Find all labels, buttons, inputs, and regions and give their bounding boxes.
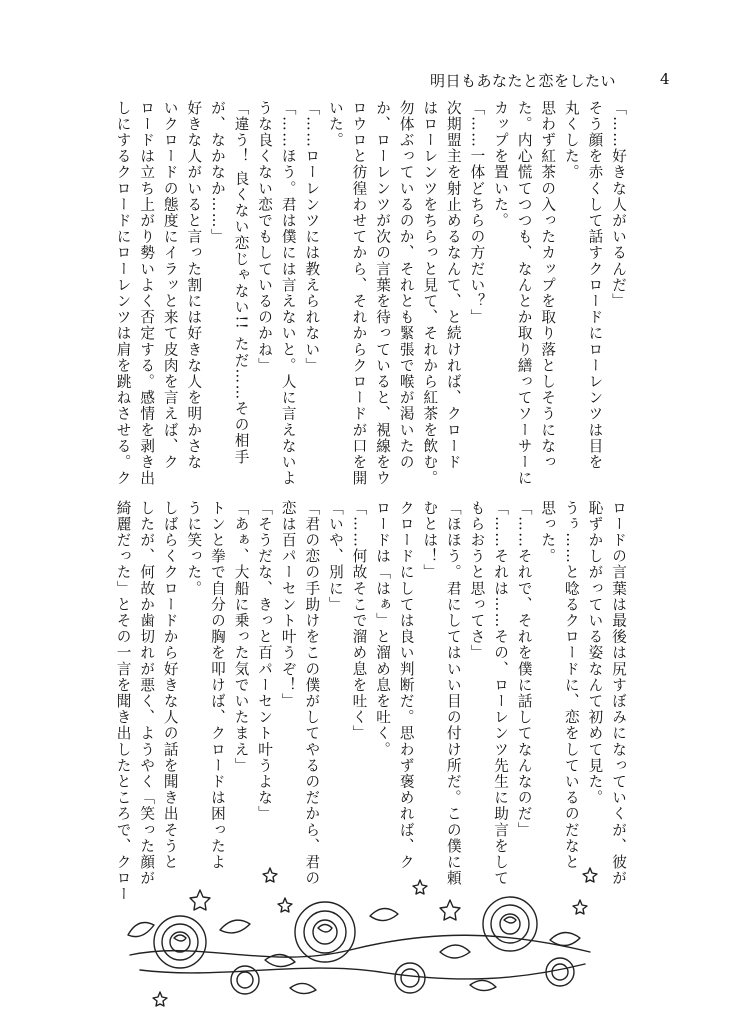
text-line: 「あぁ、大船に乗った気でいたまえ」	[232, 500, 250, 774]
star-icons	[153, 868, 597, 1006]
text-line: クロードにしては良い判断だ。思わず褒めれば、ク	[397, 500, 415, 871]
text-line: はローレンツをちらっと見て、それから紅茶を飲む。	[421, 100, 439, 487]
text-line: 「君の恋の手助けをこの僕がしてやるのだから、君の	[303, 500, 321, 887]
text-line: トンと拳で自分の胸を叩けば、クロードは困ったよ	[208, 500, 226, 871]
text-line: 次期盟主を射止めるなんて、と続ければ、クロード	[444, 100, 462, 471]
text-line: うぅ……と唸るクロードに、恋をしているのだなと	[562, 500, 580, 871]
text-line: ロウロと彷徨わせてから、それからクロードが口を開	[350, 100, 368, 487]
text-line: むとは！」	[421, 500, 439, 581]
rose-garland-illustration	[120, 860, 600, 1010]
text-line: 「……ローレンツには教えられない」	[303, 100, 321, 374]
text-line: 好きな人がいると言った割には好きな人を明かさな	[185, 100, 203, 471]
text-line: 「……何故そこで溜め息を吐く」	[350, 500, 368, 742]
text-block-top	[114, 100, 630, 487]
page-number: 4	[660, 70, 670, 88]
text-line: 「……好きな人がいるんだ」	[610, 100, 627, 310]
text-line: た。内心慌てつつも、なんとか取り繕ってソーサーに	[515, 100, 533, 487]
text-line: 「……ほう。君は僕には言えないと。人に言えないよ	[279, 100, 297, 487]
text-line: うに笑った。	[185, 500, 203, 597]
text-block-bottom	[114, 500, 630, 903]
vine-stem	[130, 935, 590, 957]
text-line: 「ほほう。君にしてはいい目の付け所だ。この僕に頼	[444, 500, 462, 887]
text-line: 恥ずかしがっている姿なんて初めて見た。	[586, 500, 604, 806]
text-line: 勿体ぶっているのか、それとも緊張で喉が渇いたの	[397, 100, 415, 471]
text-line: うな良くない恋でもしているのかね」	[256, 100, 274, 374]
text-line: いクロードの態度にイラッと来て皮肉を言えば、ク	[161, 100, 179, 471]
text-line: 「……それは……その、ローレンツ先生に助言をして	[492, 500, 510, 887]
text-line: 「いや、別に」	[326, 500, 344, 613]
text-line: カップを置いた。	[492, 100, 510, 229]
text-line: が、なかなか……」	[208, 100, 226, 245]
text-line: 「そうだな、きっと百パーセント叶うよな」	[256, 500, 274, 822]
text-line: そう顔を赤くして話すクロードにローレンツは目を	[586, 100, 604, 471]
text-line: ロードの言葉は最後は尻すぼみになっていくが、彼が	[610, 500, 627, 887]
text-line: 「……それで、それを僕に話してなんなのだ」	[515, 500, 533, 839]
text-line: 思った。	[539, 500, 557, 565]
book-title: 明日もあなたと恋をしたい	[430, 72, 617, 90]
text-line: いた。	[326, 100, 344, 149]
text-line: ロードは立ち上がり勢いよく否定する。感情を剥き出	[138, 100, 156, 487]
text-line: 丸くした。	[562, 100, 580, 181]
text-line: 「……一体どちらの方だい？」	[468, 100, 486, 326]
running-header	[420, 70, 695, 90]
rose-center	[295, 902, 355, 962]
rose-right	[483, 897, 537, 951]
text-line: 思わず紅茶の入ったカップを取り落としそうになっ	[539, 100, 557, 471]
text-line: か、ローレンツが次の言葉を待っていると、視線をウ	[374, 100, 392, 487]
text-line: 「違う！ 良くない恋じゃない!! ただ……その相手	[232, 100, 250, 466]
text-line: 恋は百パーセント叶うぞ！」	[279, 500, 297, 710]
vine-stem	[140, 964, 585, 979]
rose-left	[154, 916, 206, 968]
text-line: 綺麗だった」とその一言を聞き出したところで、クロー	[114, 500, 132, 903]
text-line: しにするクロードにローレンツは肩を跳ねさせる。ク	[114, 100, 132, 487]
text-line: したが、何故か歯切れが悪く、ようやく「笑った顔が	[138, 500, 156, 887]
text-line: しばらくクロードから好きな人の話を聞き出そうと	[161, 500, 179, 871]
text-line: もらおうと思ってさ」	[468, 500, 486, 661]
text-line: ロードは「はぁ」と溜め息を吐く。	[374, 500, 392, 758]
